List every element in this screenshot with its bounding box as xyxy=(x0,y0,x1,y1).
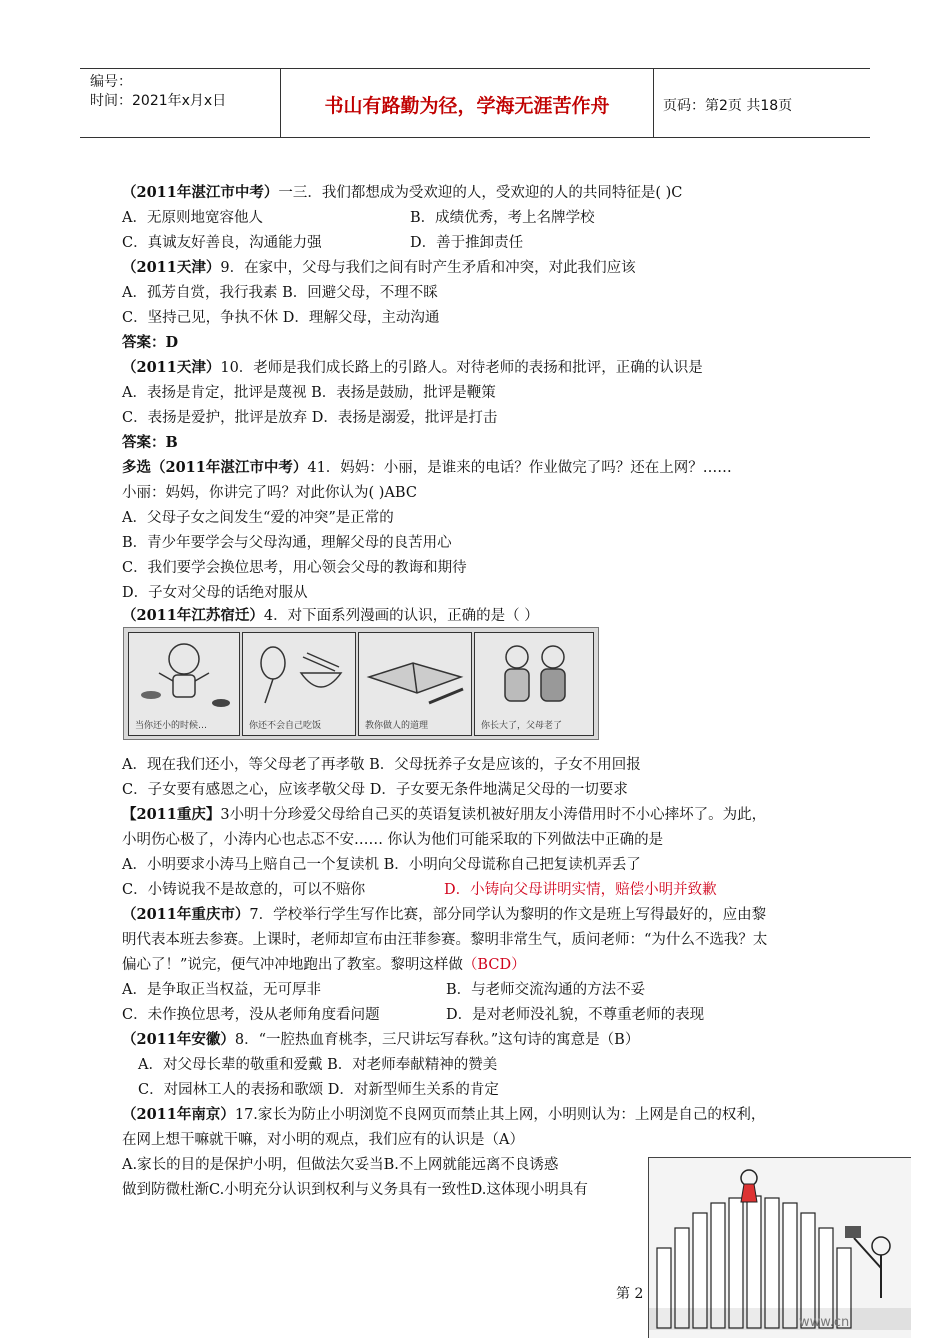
text-line-q1a xyxy=(122,208,263,228)
text-line-q7ab xyxy=(122,980,321,1000)
text-line-q5 xyxy=(122,606,539,626)
text-run: C．我们要学会换位思考，用心领会父母的教诲和期待 xyxy=(122,560,467,576)
text-line-q9c xyxy=(122,1155,558,1175)
comic-panel-book xyxy=(358,632,472,736)
text-run: 答案：B xyxy=(122,434,178,451)
fence-cartoon-image xyxy=(648,1157,911,1338)
text-run: 多选（2011年湛江市中考） xyxy=(122,459,308,476)
text-line-q6c xyxy=(122,880,365,900)
text-line-q4D xyxy=(122,583,308,603)
text-line-q5ab xyxy=(122,755,641,775)
text-line-q3 xyxy=(122,358,703,378)
number-label: 编号： xyxy=(90,74,132,90)
text-run: （2011年湛江市中考） xyxy=(122,184,279,201)
text-run: 做到防微杜渐C.小明充分认识到权利与义务具有一致性D.这体现小明具有 xyxy=(122,1182,588,1198)
text-run: B．青少年要学会与父母沟通，理解父母的良苦用心 xyxy=(122,535,452,551)
text-run: A.家长的目的是保护小明，但做法欠妥当B.不上网就能远离不良诱惑 xyxy=(122,1157,559,1173)
text-line-q7c xyxy=(122,955,526,975)
text-run: （BCD） xyxy=(462,957,526,973)
text-line-q2cd xyxy=(122,308,439,328)
text-run: 在网上想干嘛就干嘛，对小明的观点，我们应有的认识是（A） xyxy=(122,1132,524,1148)
text-line-q7d xyxy=(446,1005,704,1025)
text-line-q9b xyxy=(122,1130,524,1150)
comic-caption-2: 你还不会自己吃饭 xyxy=(249,721,322,731)
text-run: C．表扬是爱护，批评是放弃 D．表扬是溺爱，批评是打击 xyxy=(122,410,498,426)
text-run: （2011年南京） xyxy=(122,1106,235,1123)
text-run: （2011年安徽） xyxy=(122,1031,235,1048)
text-run: C．未作换位思考，没从老师角度看问题 xyxy=(122,1007,380,1023)
text-line-q4b xyxy=(122,483,417,503)
text-line-q3ab xyxy=(122,383,496,403)
text-line-ans3 xyxy=(122,433,178,453)
text-run: A．无原则地宽容他人 xyxy=(122,210,263,226)
motto: 书山有路勤为径，学海无涯苦作舟 xyxy=(324,95,610,117)
text-line-q4A xyxy=(122,508,394,528)
text-line-q3cd xyxy=(122,408,497,428)
text-run: B．成绩优秀，考上名牌学校 xyxy=(410,210,595,226)
text-run: 8．“一腔热血育桃李，三尺讲坛写春秋。”这句诗的寓意是（B） xyxy=(234,1032,640,1048)
comic-panel-baby xyxy=(128,632,240,736)
bowl-illustration xyxy=(243,633,355,713)
comic-caption-1: 当你还小的时候… xyxy=(135,721,208,731)
text-line-q8cd xyxy=(138,1080,499,1100)
fence-illustration xyxy=(649,1158,911,1338)
fence-watermark-text: www.cn xyxy=(799,1315,850,1330)
page-info: 页码：第2页 共18页 xyxy=(663,98,793,114)
text-run: D．子女对父母的话绝对服从 xyxy=(122,585,308,601)
text-run: （2011年江苏宿迁） xyxy=(122,607,264,624)
text-run: D．善于推卸责任 xyxy=(410,235,524,251)
text-line-q5cd xyxy=(122,780,628,800)
text-line-q2ab xyxy=(122,283,438,303)
comic-strip-image xyxy=(123,627,599,740)
text-run: 小丽：妈妈，你讲完了吗？对此你认为( )ABC xyxy=(122,485,417,501)
text-run: 10．老师是我们成长路上的引路人。对待老师的表扬和批评，正确的认识是 xyxy=(220,360,703,376)
text-run: 【2011重庆】 xyxy=(122,806,221,823)
text-run: C．子女要有感恩之心，应该孝敬父母 D．子女要无条件地满足父母的一切要求 xyxy=(122,782,628,798)
text-line-q6ab xyxy=(122,855,641,875)
text-run: D．是对老师没礼貌，不尊重老师的表现 xyxy=(446,1007,705,1023)
text-run: C．真诚友好善良，沟通能力强 xyxy=(122,235,322,251)
text-run: 答案：D xyxy=(122,334,179,351)
text-run: A．表扬是肯定，批评是蔑视 B．表扬是鼓励，批评是鞭策 xyxy=(122,385,496,401)
text-run: A．是争取正当权益，无可厚非 xyxy=(122,982,321,998)
text-line-ans2 xyxy=(122,333,178,353)
text-run: A．孤芳自赏，我行我素 B．回避父母，不理不睬 xyxy=(122,285,438,301)
text-line-q1 xyxy=(122,183,682,203)
text-run: C．小铸说我不是故意的，可以不赔你 xyxy=(122,882,366,898)
text-run: B．与老师交流沟通的方法不妥 xyxy=(446,982,646,998)
text-run: （2011天津） xyxy=(122,359,221,376)
text-run: 小明伤心极了，小涛内心也忐忑不安…… 你认为他们可能采取的下列做法中正确的是 xyxy=(122,832,664,848)
text-run: A．小明要求小涛马上赔自己一个复读机 B．小明向父母谎称自己把复读机弄丢了 xyxy=(122,857,641,873)
text-line-q7b2 xyxy=(446,980,645,1000)
text-line-q6d xyxy=(444,880,717,900)
text-line-q9d xyxy=(122,1180,588,1200)
text-run: A．现在我们还小，等父母老了再孝敬 B．父母抚养子女是应该的，子女不用回报 xyxy=(122,757,641,773)
elders-illustration xyxy=(475,633,593,713)
text-line-q7 xyxy=(122,905,766,925)
text-line-q1d xyxy=(410,233,523,253)
text-run: （2011年重庆市） xyxy=(122,906,250,923)
text-line-q8 xyxy=(122,1030,639,1050)
text-line-q4B xyxy=(122,533,452,553)
comic-caption-4: 你长大了，父母老了 xyxy=(481,721,563,731)
text-line-q2 xyxy=(122,258,636,278)
text-run: D．小铸向父母讲明实情，赔偿小明并致歉 xyxy=(444,882,717,898)
text-run: （2011天津） xyxy=(122,259,221,276)
date-label: 时间：2021年x月x日 xyxy=(90,93,227,109)
text-run: C．坚持己见，争执不休 D．理解父母，主动沟通 xyxy=(122,310,440,326)
text-line-q6 xyxy=(122,805,766,825)
text-run: 一三．我们都想成为受欢迎的人，受欢迎的人的共同特征是( )C xyxy=(278,185,683,201)
comic-panel-elders xyxy=(474,632,594,736)
text-line-q7b xyxy=(122,930,767,950)
text-run: C．对园林工人的表扬和歌颂 D．对新型师生关系的肯定 xyxy=(138,1082,499,1098)
text-run: 41．妈妈：小丽，是谁来的电话？作业做完了吗？还在上网？…… xyxy=(307,460,732,476)
text-run: 4．对下面系列漫画的认识，正确的是（ ） xyxy=(263,608,539,624)
text-line-q1c xyxy=(122,233,322,253)
text-line-q6b xyxy=(122,830,663,850)
text-line-q4C xyxy=(122,558,467,578)
text-run: 3小明十分珍爱父母给自己买的英语复读机被好朋友小涛借用时不小心摔坏了。为此， xyxy=(220,807,767,823)
text-line-q8ab xyxy=(138,1055,497,1075)
text-run: 明代表本班去参赛。上课时，老师却宣布由汪菲参赛。黎明非常生气，质问老师：“为什么不选我？太 xyxy=(122,932,768,948)
book-illustration xyxy=(359,633,471,713)
text-line-q7cd xyxy=(122,1005,380,1025)
text-run: 7．学校举行学生写作比赛，部分同学认为黎明的作文是班上写得最好的，应由黎 xyxy=(249,907,767,923)
text-line-q9 xyxy=(122,1105,765,1125)
text-run: A．对父母长辈的敬重和爱戴 B．对老师奉献精神的赞美 xyxy=(138,1057,498,1073)
page-footer-number: 第 2 xyxy=(616,1286,644,1302)
text-run: 偏心了！”说完，便气冲冲地跑出了教室。黎明这样做 xyxy=(122,957,463,973)
text-line-q4 xyxy=(122,458,732,478)
comic-panel-bowl xyxy=(242,632,356,736)
comic-caption-3: 教你做人的道理 xyxy=(365,721,429,731)
text-line-q1b xyxy=(410,208,595,228)
text-run: A．父母子女之间发生“爱的冲突”是正常的 xyxy=(122,510,394,526)
baby-illustration xyxy=(129,633,239,713)
text-run: 17.家长为防止小明浏览不良网页而禁止其上网，小明则认为：上网是自己的权利， xyxy=(234,1107,766,1123)
text-run: 9．在家中，父母与我们之间有时产生矛盾和冲突，对此我们应该 xyxy=(220,260,636,276)
